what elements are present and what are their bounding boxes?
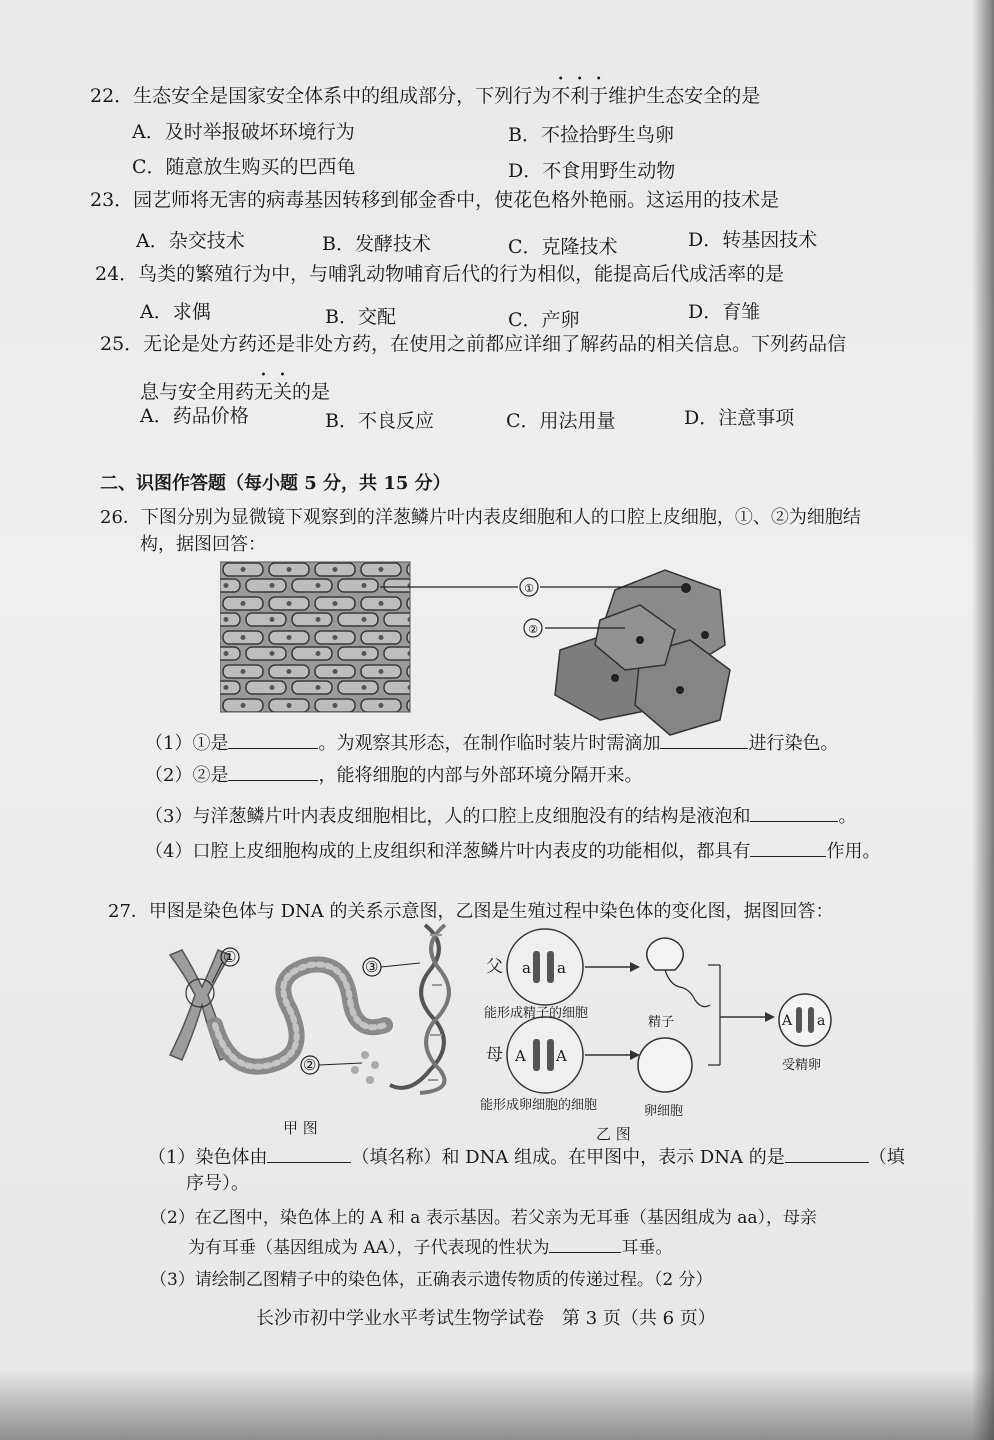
mother-gene-a2: A: [556, 1047, 567, 1065]
q25-stem2-b: 的是: [292, 381, 331, 403]
q22-stem-a: 22．生态安全是国家安全体系中的组成部分，下列行为: [90, 85, 552, 107]
q26-sub2: [145, 762, 642, 788]
q26-sub1-a: （1）①是: [145, 733, 229, 754]
q26-sub4: [145, 838, 880, 864]
q22-option-a: A．及时举报破坏环境行为: [132, 121, 355, 143]
q26-sub4-b: 作用。: [826, 841, 881, 862]
q27-sub2-line1: （2）在乙图中，染色体上的 A 和 a 表示基因。若父亲为无耳垂（基因组成为 aa），母亲: [150, 1208, 818, 1228]
q24-option-a: A．求偶: [140, 301, 211, 323]
q23-stem: 23．园艺师将无害的病毒基因转移到郁金香中，使花色格外艳丽。这运用的技术是: [90, 189, 780, 211]
q26-sub3-a: （3）与洋葱鳞片叶内表皮细胞相比，人的口腔上皮细胞没有的结构是液泡和: [145, 806, 751, 827]
q26-sub3-b: 。: [838, 806, 857, 827]
q26-stem-1: 26．下图分别为显微镜下观察到的洋葱鳞片叶内表皮细胞和人的口腔上皮细胞，①、②为细胞结: [100, 507, 861, 528]
q27-sub2-b: 为有耳垂（基因组成为 AA），子代表现的性状为: [188, 1238, 550, 1258]
q27-blank-3[interactable]: [549, 1234, 621, 1253]
fig-label-2: ②: [528, 623, 538, 636]
q27-stem: 27．甲图是染色体与 DNA 的关系示意图，乙图是生殖过程中染色体的变化图，据图回答：: [108, 901, 834, 922]
q24-option-c: C．产卵: [508, 309, 580, 331]
sperm-cell-caption: 能形成精子的细胞: [484, 1006, 589, 1021]
mother-gene-a1: A: [515, 1047, 526, 1065]
q22-option-d: D．不食用野生动物: [508, 160, 676, 182]
q27-sub1-cont: 序号）。: [186, 1173, 249, 1194]
father-gene-a2: a: [557, 959, 566, 977]
photo-bottom-shadow: [0, 1370, 994, 1440]
q27-sub1-c: （填: [868, 1147, 905, 1168]
jia-label-1: ①: [223, 948, 237, 966]
sperm-shape: [647, 938, 710, 1007]
q26-sub4-a: （4）口腔上皮细胞构成的上皮组织和洋葱鳞片叶内表皮的功能相似，都具有: [145, 841, 751, 862]
q26-blank-2[interactable]: [660, 730, 748, 749]
q26-sub1-b: 。为观察其形态，在制作临时装片时需滴加: [318, 733, 661, 754]
q27-blank-1[interactable]: [267, 1144, 351, 1163]
q26-blank-4[interactable]: [750, 803, 838, 822]
section-heading: 二、识图作答题（每小题 5 分，共 15 分）: [100, 473, 451, 494]
q22-option-b: B．不捡拾野生鸟卵: [508, 124, 674, 146]
father-gene-a1: a: [522, 959, 531, 977]
q27-blank-2[interactable]: [785, 1144, 869, 1163]
cheek-cell-cluster: [555, 570, 730, 735]
q22-stem-emph: 不利于: [551, 85, 609, 107]
q26-sub2-b: ，能将细胞的内部与外部环境分隔开来。: [318, 765, 643, 786]
fig-label-1: ①: [524, 582, 534, 595]
q25-stem2-a: 息与安全用药: [140, 381, 255, 403]
sperm-caption: 精子: [648, 1015, 675, 1030]
q24-option-b: B．交配: [325, 306, 396, 328]
q27-sub3: （3）请绘制乙图精子中的染色体，正确表示遗传物质的传递过程。（2 分）: [150, 1270, 713, 1290]
q26-sub3: [145, 803, 856, 829]
jia-label-3: ③: [365, 958, 379, 976]
q27-sub1-a: （1）染色体由: [148, 1147, 268, 1168]
q25-option-d: D．注意事项: [684, 407, 795, 429]
q24-stem: 24．鸟类的繁殖行为中，与哺乳动物哺育后代的行为相似，能提高后代成活率的是: [95, 263, 785, 285]
q26-blank-3[interactable]: [228, 762, 318, 781]
q26-cell-figure: [220, 560, 740, 740]
q23-option-b: B．发酵技术: [322, 233, 431, 255]
q26-sub1: [145, 730, 838, 756]
page-footer: 长沙市初中学业水平考试生物学试卷 第 3 页（共 6 页）: [256, 1308, 716, 1329]
fig-yi-caption: 乙 图: [596, 1125, 631, 1143]
egg-cell-shape: [638, 1038, 692, 1092]
q25-stem-1: 25．无论是处方药还是非处方药，在使用之前都应详细了解药品的相关信息。下列药品信: [100, 333, 847, 355]
q27-sub1-b: （填名称）和 DNA 组成。在甲图中，表示 DNA 的是: [351, 1147, 785, 1168]
father-cell: [507, 929, 583, 1005]
q23-option-c: C．克隆技术: [508, 236, 618, 258]
zygote-caption: 受精卵: [782, 1058, 822, 1073]
q25-option-c: C．用法用量: [506, 410, 616, 432]
dna-helix: [390, 925, 449, 1093]
q26-sub1-c: 进行染色。: [748, 733, 839, 754]
jia-label-2: ②: [303, 1056, 317, 1074]
q27-sub1: [148, 1144, 905, 1170]
q22-stem-b: 维护生态安全的是: [608, 85, 761, 107]
q25-option-a: A．药品价格: [140, 405, 249, 427]
photo-edge-shadow: [972, 0, 994, 1440]
chromatin-coil: [215, 964, 385, 1084]
q26-blank-1[interactable]: [228, 730, 318, 749]
q26-stem-2: 构，据图回答：: [140, 534, 266, 555]
q22-stem: [90, 74, 760, 108]
q27-sub2-c: 耳垂。: [621, 1238, 673, 1258]
q27-jia-figure: [150, 915, 480, 1140]
mother-label: 母: [486, 1045, 503, 1065]
zygote-gene-a2: a: [817, 1013, 826, 1029]
q26-blank-5[interactable]: [750, 838, 826, 857]
egg-caption: 卵细胞: [644, 1104, 684, 1119]
q24-option-d: D．育雏: [688, 301, 761, 323]
q25-stem2-emph: 无关: [254, 381, 293, 403]
q23-option-d: D．转基因技术: [688, 229, 818, 251]
onion-epidermis-image: [220, 562, 410, 712]
egg-cell-caption: 能形成卵细胞的细胞: [480, 1098, 598, 1113]
q22-option-c: C．随意放生购买的巴西龟: [132, 156, 356, 178]
q27-sub2-line2: [188, 1234, 672, 1260]
q25-stem-2: [140, 370, 330, 404]
fig-jia-caption: 甲 图: [283, 1119, 318, 1137]
q23-option-a: A．杂交技术: [136, 230, 245, 252]
zygote-gene-a1: A: [782, 1013, 793, 1029]
q26-sub2-a: （2）②是: [145, 765, 229, 786]
q25-option-b: B．不良反应: [325, 410, 434, 432]
father-label: 父: [486, 957, 503, 977]
